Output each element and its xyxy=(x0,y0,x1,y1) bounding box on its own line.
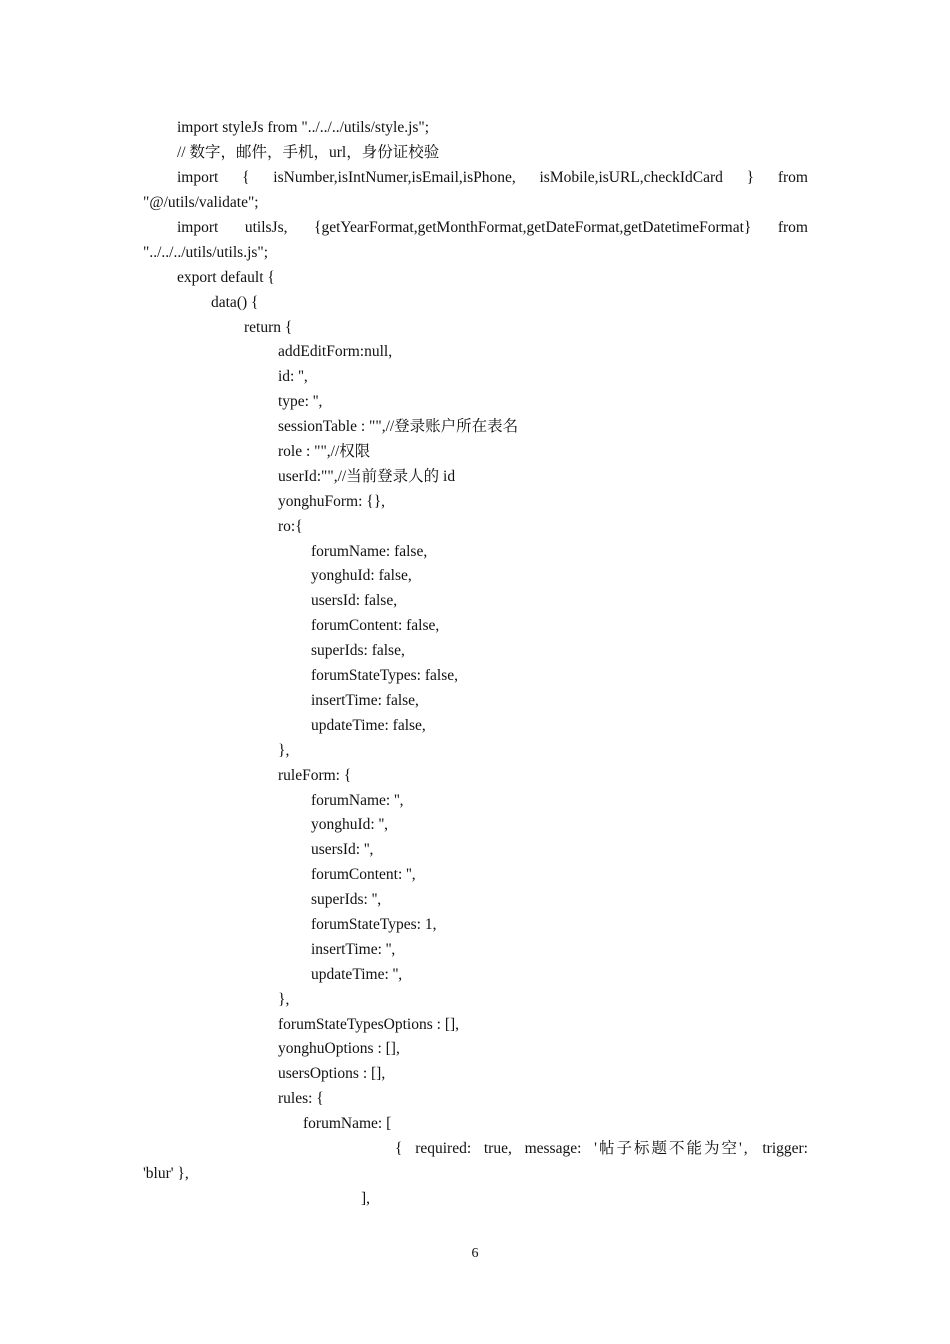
code-line: export default { xyxy=(177,269,275,286)
code-line: updateTime: false, xyxy=(311,717,426,734)
code-line: userId:"",//当前登录人的 id xyxy=(278,468,456,485)
code-token: } xyxy=(746,169,755,186)
code-line: forumContent: '', xyxy=(311,866,416,883)
code-token: true, xyxy=(483,1140,512,1157)
code-line: import styleJs from "../../../utils/style.js"; xyxy=(177,119,430,136)
code-line: role : "",//权限 xyxy=(278,443,371,460)
code-line: 'blur' }, xyxy=(143,1165,189,1182)
code-token: message: xyxy=(524,1140,582,1157)
page-number: 6 xyxy=(471,1246,479,1261)
code-line: addEditForm:null, xyxy=(278,343,393,360)
code-line: updateTime: '', xyxy=(311,966,403,983)
code-token: { xyxy=(242,169,250,186)
code-token: import xyxy=(177,219,219,236)
code-line: }, xyxy=(278,742,290,759)
code-comment-line: // 数字，邮件，手机，url，身份证校验 xyxy=(177,144,440,161)
code-line: return { xyxy=(244,319,293,336)
code-line-justified xyxy=(395,1139,808,1159)
code-line: forumName: false, xyxy=(311,543,428,560)
code-line: yonghuOptions : [], xyxy=(278,1040,400,1057)
code-token: required: xyxy=(415,1140,472,1157)
code-token: '帖子标题不能为空', xyxy=(594,1140,750,1157)
code-line: }, xyxy=(278,991,290,1008)
code-token: from xyxy=(777,169,808,186)
code-line: yonghuId: '', xyxy=(311,816,389,833)
code-line: ruleForm: { xyxy=(278,767,352,784)
code-line: sessionTable : "",//登录账户所在表名 xyxy=(278,418,519,435)
code-line: forumContent: false, xyxy=(311,617,440,634)
code-line: yonghuForm: {}, xyxy=(278,493,386,510)
code-line: type: '', xyxy=(278,393,323,410)
code-line: forumName: '', xyxy=(311,792,404,809)
code-line: superIds: false, xyxy=(311,642,405,659)
code-line: yonghuId: false, xyxy=(311,567,412,584)
code-line: insertTime: '', xyxy=(311,941,396,958)
code-line: id: '', xyxy=(278,368,308,385)
code-line: forumName: [ xyxy=(303,1115,392,1132)
code-line: ro:{ xyxy=(278,518,303,535)
code-token: isMobile,isURL,checkIdCard xyxy=(539,169,723,186)
code-line: rules: { xyxy=(278,1090,324,1107)
code-line: forumStateTypesOptions : [], xyxy=(278,1016,460,1033)
code-line: usersId: '', xyxy=(311,841,374,858)
code-line-justified xyxy=(177,218,808,238)
code-token: { xyxy=(395,1140,403,1157)
code-token: isNumber,isIntNumer,isEmail,isPhone, xyxy=(273,169,516,186)
code-token: {getYearFormat,getMonthFormat,getDateFormat,getDatetimeFormat} xyxy=(314,219,752,236)
code-token: import xyxy=(177,169,219,186)
code-line: insertTime: false, xyxy=(311,692,419,709)
code-line: usersOptions : [], xyxy=(278,1065,386,1082)
code-token: trigger: xyxy=(762,1140,808,1157)
code-line-justified xyxy=(177,168,808,188)
code-line: forumStateTypes: false, xyxy=(311,667,458,684)
code-line: superIds: '', xyxy=(311,891,382,908)
code-token: utilsJs, xyxy=(244,219,288,236)
code-line: "@/utils/validate"; xyxy=(143,194,259,211)
code-line: ], xyxy=(361,1190,371,1207)
code-line: data() { xyxy=(211,294,259,311)
code-line: forumStateTypes: 1, xyxy=(311,916,437,933)
code-line: "../../../utils/utils.js"; xyxy=(143,244,269,261)
code-token: from xyxy=(777,219,808,236)
code-line: usersId: false, xyxy=(311,592,398,609)
